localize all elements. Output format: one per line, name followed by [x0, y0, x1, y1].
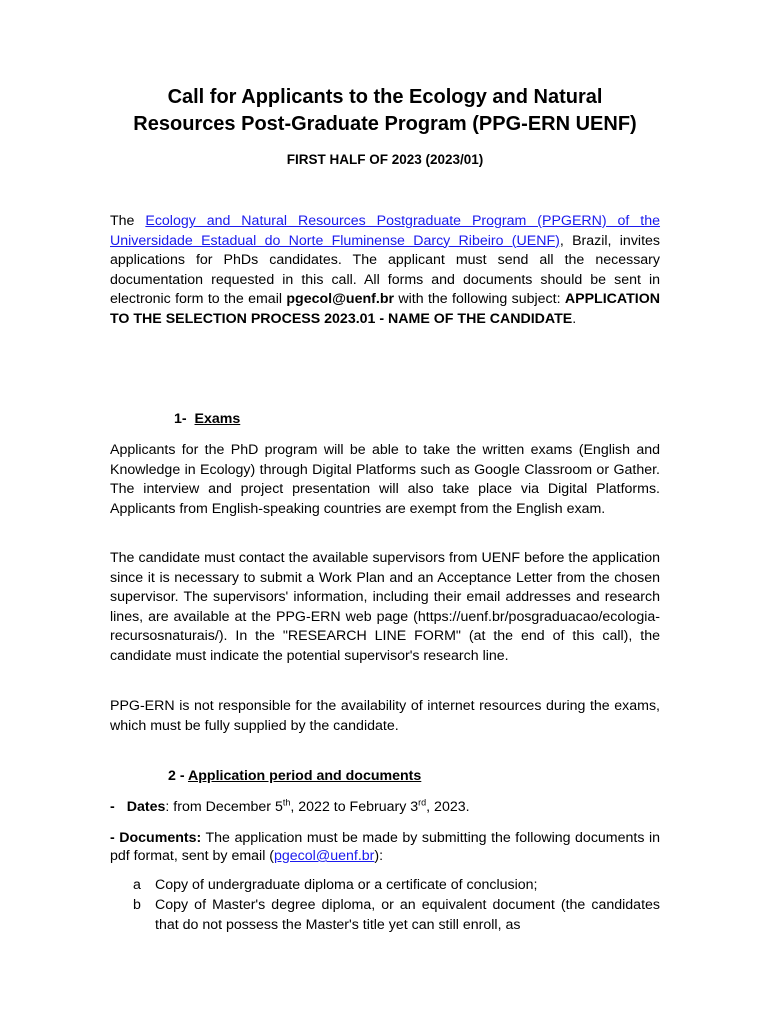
section-1-heading	[174, 410, 240, 429]
section-1-paragraph-2: The candidate must contact the available supervisors from UENF before the application since it is necessary to submit a Work Plan and an Acceptance Letter from the chosen supervisor. The supervisors' information, including their email addresses and research lines, are available at the PPG-ERN web page (https://uenf.br/posgraduacao/ecologia-recursosnaturais/). In the "RESEARCH LINE FORM" (at the end of this call), the candidate must indicate the potential supervisor's research line.	[110, 550, 660, 664]
dates-sup-2: rd	[418, 797, 427, 808]
section-1-number: 1-	[174, 411, 187, 427]
section-2-heading	[168, 767, 421, 786]
dates-text-1: : from December 5	[165, 799, 283, 815]
item-marker: b	[133, 897, 141, 913]
dates-dash: -	[110, 799, 115, 815]
dates-text-2: , 2022 to February 3	[290, 799, 419, 815]
item-text: Copy of Master's degree diploma, or an equivalent document (the candidates that do not possess the Master's title yet can still enroll, as	[155, 897, 660, 933]
intro-email: pgecol@uenf.br	[286, 291, 395, 307]
title-line-1: Call for Applicants to the Ecology and Natural	[167, 86, 603, 108]
dates-label: Dates	[126, 799, 166, 815]
document-title	[90, 84, 680, 138]
section-1-paragraph-3: PPG-ERN is not responsible for the availability of internet resources during the exams, which must be fully supplied by the candidate.	[110, 698, 660, 734]
intro-text-3: with the following subject:	[394, 291, 565, 307]
document-subtitle: FIRST HALF OF 2023 (2023/01)	[286, 152, 484, 167]
intro-text-1: The	[110, 213, 146, 229]
document-item-b	[133, 896, 660, 935]
section-2-title: Application period and documents	[187, 768, 422, 784]
dates-line	[110, 798, 660, 818]
email-subject: APPLICATION TO THE SELECTION PROCESS 2023.01 - NAME OF THE CANDIDATE	[110, 291, 660, 327]
intro-text-4: .	[572, 310, 577, 327]
document-item-a	[133, 876, 660, 896]
dates-text-3: , 2023.	[426, 799, 470, 815]
documents-label: - Documents:	[110, 830, 202, 846]
item-marker: a	[133, 877, 141, 893]
section-1-title: Exams	[194, 411, 241, 427]
program-link[interactable]: Ecology and Natural Resources Postgraduate Program (PPGERN) of the Universidade Estadual do Norte Fluminense Darcy Ribeiro (UENF)	[110, 213, 661, 249]
section-1-paragraph-1: Applicants for the PhD program will be able to take the written exams (English and Knowledge in Ecology) through Digital Platforms such as Google Classroom or Gather. The interview and project presentation will also take place via Digital Platforms. Applicants from English-speaking countries are exempt from the English exam.	[110, 442, 660, 517]
documents-text-1: The application must be made by submitting the following documents in pdf format, sent by email (	[110, 830, 660, 864]
documents-email-link[interactable]: pgecol@uenf.br	[274, 848, 375, 864]
documents-paragraph	[110, 829, 660, 865]
section-2-number: 2 -	[168, 768, 185, 784]
dates-sup-1: th	[282, 797, 291, 808]
documents-text-2: ):	[374, 848, 384, 864]
intro-text-2: , Brazil, invites applications for PhDs candidates. The applicant must send all the necessary documentation requested in this call. All forms and documents should be sent in electronic form to the email	[110, 232, 660, 307]
title-line-2: Resources Post-Graduate Program (PPG-ERN UENF)	[133, 113, 637, 135]
item-text: Copy of undergraduate diploma or a certificate of conclusion;	[155, 877, 538, 893]
intro-paragraph	[110, 212, 660, 329]
